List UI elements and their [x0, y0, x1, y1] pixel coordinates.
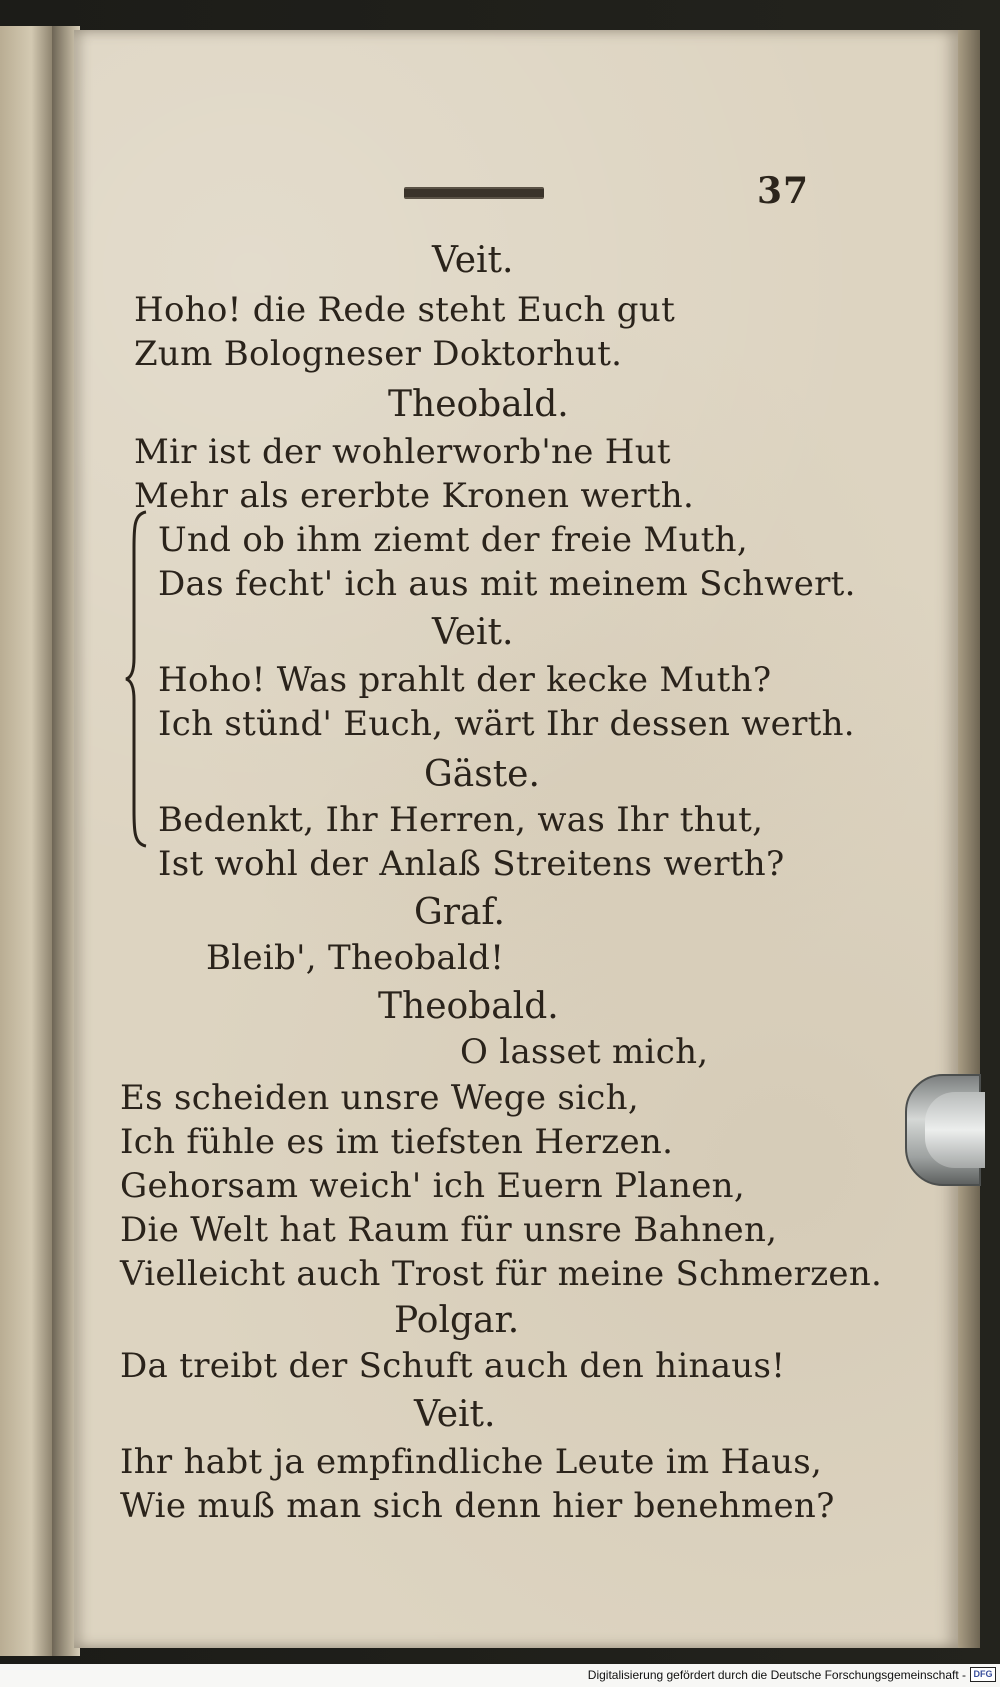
- funding-credit: Digitalisierung gefördert durch die Deutsche Forschungsgemeinschaft -: [587, 1668, 966, 1682]
- speaker-name: Veit.: [432, 240, 514, 281]
- speaker-name: Polgar.: [394, 1300, 520, 1341]
- speaker-name: Veit.: [414, 1394, 496, 1435]
- page-number: 37: [757, 170, 810, 212]
- verse-line: Ich stünd' Euch, wärt Ihr dessen werth.: [158, 704, 855, 744]
- page-clip-highlight: [925, 1092, 985, 1168]
- verse-line: Mir ist der wohlerworb'ne Hut: [134, 432, 671, 472]
- verse-line: Das fecht' ich aus mit meinem Schwert.: [158, 564, 856, 604]
- verse-line: Zum Bologneser Doktorhut.: [134, 334, 623, 374]
- verse-line: Die Welt hat Raum für unsre Bahnen,: [120, 1210, 778, 1250]
- facing-page-edge: [0, 26, 54, 1656]
- speaker-name: Theobald.: [388, 384, 569, 425]
- verse-line: Ihr habt ja empfindliche Leute im Haus,: [120, 1442, 823, 1482]
- verse-line: Und ob ihm ziemt der freie Muth,: [158, 520, 748, 560]
- speaker-name: Veit.: [432, 612, 514, 653]
- page-clip: [905, 1074, 981, 1186]
- verse-line: Hoho! Was prahlt der kecke Muth?: [158, 660, 772, 700]
- header-rule: [404, 187, 544, 199]
- verse-line: Mehr als ererbte Kronen werth.: [134, 476, 695, 516]
- verse-line: O lasset mich,: [460, 1032, 709, 1072]
- footer-bar: [0, 1664, 1000, 1687]
- dfg-logo: DFG: [970, 1667, 996, 1682]
- verse-line: Da treibt der Schuft auch den hinaus!: [120, 1346, 786, 1386]
- speaker-name: Gäste.: [424, 754, 540, 795]
- verse-line: Bleib', Theobald!: [206, 938, 505, 978]
- verse-line: Gehorsam weich' ich Euern Planen,: [120, 1166, 745, 1206]
- verse-line: Wie muß man sich denn hier benehmen?: [120, 1486, 835, 1526]
- verse-line: Es scheiden unsre Wege sich,: [120, 1078, 639, 1118]
- speaker-name: Theobald.: [378, 986, 559, 1027]
- verse-line: Ich fühle es im tiefsten Herzen.: [120, 1122, 674, 1162]
- speaker-name: Graf.: [414, 892, 505, 933]
- verse-line: Vielleicht auch Trost für meine Schmerzen.: [120, 1254, 883, 1294]
- verse-brace: [124, 508, 150, 850]
- page-edge-right: [958, 30, 980, 1648]
- verse-line: Ist wohl der Anlaß Streitens werth?: [158, 844, 785, 884]
- verse-line: Bedenkt, Ihr Herren, was Ihr thut,: [158, 800, 764, 840]
- verse-line: Hoho! die Rede steht Euch gut: [134, 290, 676, 330]
